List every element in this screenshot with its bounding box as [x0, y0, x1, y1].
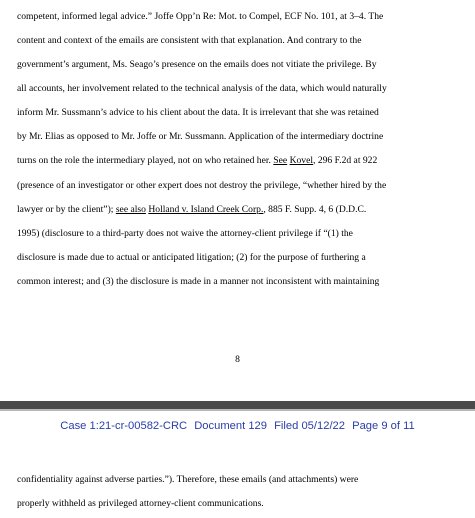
- body-line: [17, 155, 377, 167]
- filed-date: Filed 05/12/22: [274, 420, 345, 432]
- body-line: [17, 252, 366, 264]
- body-text: turns on the role the intermediary played, not on who retained her.: [17, 155, 274, 166]
- body-line: [17, 35, 361, 47]
- body-line: [17, 107, 379, 119]
- body-line: [17, 83, 387, 95]
- body-text: 1995) (disclosure to a third-party does not waive the attorney-client privilege if “(1) the: [17, 228, 353, 239]
- document-number: Document 129: [194, 420, 267, 432]
- body-line: [17, 59, 377, 71]
- citation-text: see also: [115, 204, 146, 215]
- body-text: all accounts, her involvement related to the technical analysis of the data, which would naturally: [17, 83, 387, 94]
- body-text: lawyer or by the client”);: [17, 204, 116, 215]
- body-line: [17, 474, 358, 486]
- body-line: [17, 276, 379, 288]
- body-line: [17, 11, 383, 23]
- citation-text: Holland v. Island Creek Corp.: [148, 204, 264, 215]
- body-text: government’s argument, Ms. Seago’s presence on the emails does not vitiate the privilege. By: [17, 59, 377, 70]
- citation-text: Kovel: [289, 155, 314, 166]
- body-text: , 296 F.2d at 922: [313, 155, 378, 166]
- body-line: [17, 204, 366, 216]
- body-text: inform Mr. Sussmann’s advice to his client about the data. It is irrelevant that she was retained: [17, 107, 379, 118]
- body-line: [17, 180, 386, 192]
- body-text: , 885 F. Supp. 4, 6 (D.D.C.: [263, 204, 367, 215]
- body-text: common interest; and (3) the disclosure is made in a manner not inconsistent with maintaining: [17, 276, 380, 287]
- body-line: [17, 131, 383, 143]
- page-indicator: Page 9 of 11: [352, 420, 415, 432]
- page-break-divider: [0, 401, 475, 409]
- body-line: [17, 228, 353, 240]
- case-header: [0, 420, 475, 432]
- body-line: [17, 498, 264, 510]
- body-text: competent, informed legal advice.” Joffe Opp’n Re: Mot. to Compel, ECF No. 101, at 3–4. The: [17, 11, 384, 22]
- body-text: disclosure is made due to actual or anticipated litigation; (2) for the purpose of furthering a: [17, 252, 366, 263]
- citation-text: See: [273, 155, 288, 166]
- page-number: 8: [235, 354, 240, 365]
- body-text: properly withheld as privileged attorney-client communications.: [17, 498, 264, 509]
- body-text: confidentiality against adverse parties.”). Therefore, these emails (and attachments) were: [17, 474, 359, 485]
- case-number: Case 1:21-cr-00582-CRC: [60, 420, 188, 432]
- body-text: (presence of an investigator or other expert does not destroy the privilege, “whether hired by the: [17, 180, 387, 191]
- body-text: content and context of the emails are consistent with that explanation. And contrary to the: [17, 35, 362, 46]
- body-text: by Mr. Elias as opposed to Mr. Joffe or Mr. Sussmann. Application of the intermediary doctrine: [17, 131, 384, 142]
